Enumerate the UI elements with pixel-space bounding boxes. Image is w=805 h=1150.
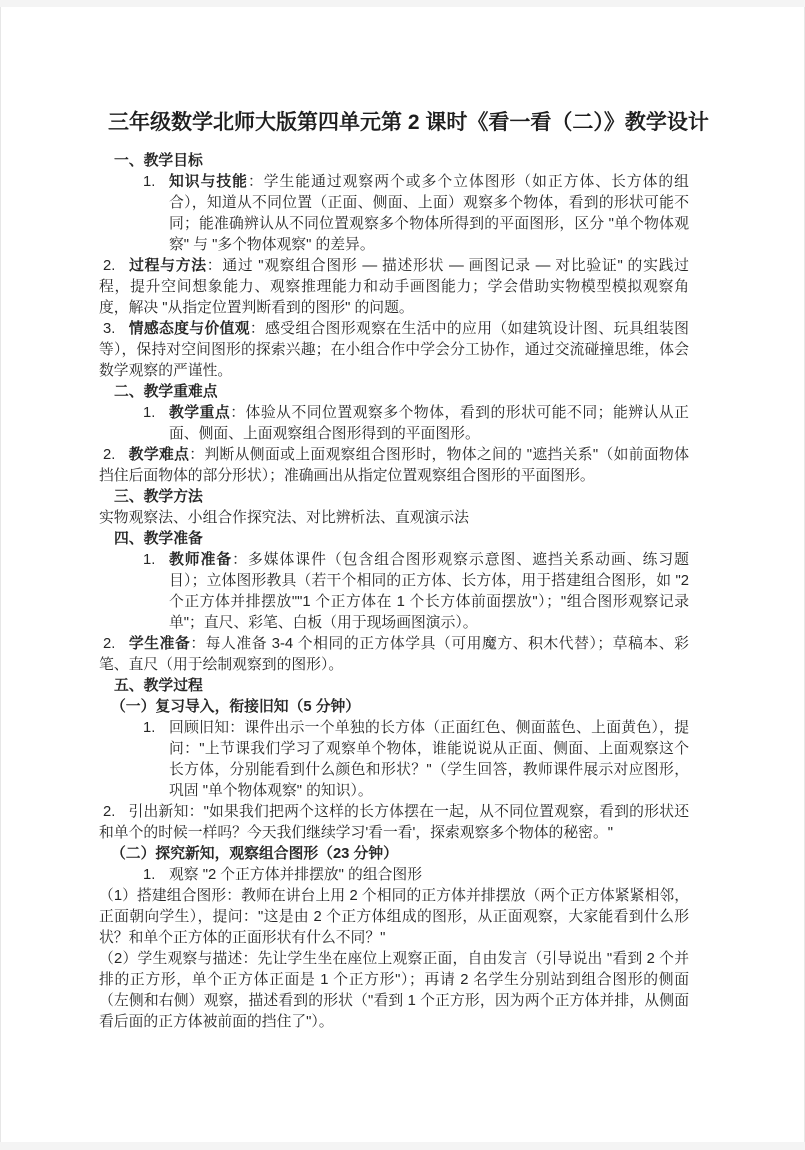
term-label: 教师准备 [169, 552, 233, 568]
list-number: 1. [143, 552, 156, 568]
document-page [0, 7, 805, 1142]
section-heading-process: 五、教学过程 [114, 678, 203, 694]
term-body: ：体验从不同位置观察多个物体，看到的形状可能不同；能辨认从正面、侧面、上面观察组合图形得到的平面图形。 [169, 405, 689, 442]
list-item-review-old [99, 718, 689, 802]
term-body: ：每人准备 3-4 个相同的正方体学具（可用魔方、积木代替）；草稿本、彩笔、直尺（用于绘制观察到的图形）。 [99, 636, 689, 673]
list-number: 1. [143, 405, 156, 421]
subsection-heading-explore: （二）探究新知，观察组合图形（23 分钟） [111, 846, 398, 862]
term-body: ：感受组合图形观察在生活中的应用（如建筑设计图、玩具组装图等），保持对空间图形的探索兴趣；在小组合作中学会分工协作，通过交流碰撞思维，体会数学观察的严谨性。 [99, 321, 689, 379]
list-item-emotion [99, 319, 689, 382]
list-number: 1. [143, 867, 156, 883]
list-number: 2. [103, 447, 116, 463]
term-label: 情感态度与价值观 [128, 321, 250, 337]
section-heading-methods: 三、教学方法 [114, 489, 203, 505]
paragraph-build-shape: （1）搭建组合图形：教师在讲台上用 2 个相同的正方体并排摆放（两个正方体紧紧相邻，正面朝向学生），提问："这是由 2 个正方体组成的图形，从正面观察，大家能看到什么形状？和单个正方体的正面形状有什么不同？" [99, 888, 689, 946]
list-number: 1. [143, 174, 156, 190]
list-text: 观察 "2 个正方体并排摆放" 的组合图形 [169, 867, 423, 883]
term-body: 引出新知："如果我们把两个这样的长方体摆在一起，从不同位置观察，看到的形状还和单个的时候一样吗？今天我们继续学习'看一看'，探索观察多个物体的秘密。" [99, 804, 689, 841]
list-number: 2. [103, 636, 116, 652]
term-body: ：通过 "观察组合图形 — 描述形状 — 画图记录 — 对比验证" 的实践过程，提升空间想象能力、观察推理能力和动手画图能力；学会借助实物模型模拟观察角度，解决 "从指定位置判断看到的图形" 的问题。 [99, 258, 689, 316]
list-number: 1. [143, 720, 156, 736]
list-text [169, 403, 689, 445]
subsection-heading-review: （一）复习导入，衔接旧知（5 分钟） [111, 699, 361, 715]
list-item-process [99, 256, 689, 319]
list-number: 2. [103, 258, 116, 274]
term-label: 教学难点 [128, 447, 190, 463]
term-body: ：判断从侧面或上面观察组合图形时，物体之间的 "遮挡关系"（如前面物体挡住后面物体的部分形状）；准确画出从指定位置观察组合图形的平面图形。 [99, 447, 689, 484]
list-text: 回顾旧知：课件出示一个单独的长方体（正面红色、侧面蓝色、上面黄色），提问："上节课我们学习了观察单个物体，谁能说说从正面、侧面、上面观察这个长方体，分别能看到什么颜色和形状？"（学生回答，教师课件展示对应图形，巩固 "单个物体观察" 的知识）。 [169, 720, 689, 799]
list-text [169, 172, 689, 256]
term-label: 知识与技能 [169, 174, 248, 190]
term-label: 过程与方法 [128, 258, 207, 274]
section-heading-goals: 一、教学目标 [114, 153, 203, 169]
list-item-new-knowledge [99, 802, 689, 844]
term-label: 教学重点 [169, 405, 231, 421]
list-item-difficulty [99, 445, 689, 487]
section-heading-key-points: 二、教学重难点 [114, 384, 218, 400]
list-text [169, 550, 689, 634]
list-item-key-point [99, 403, 689, 445]
term-body: ：多媒体课件（包含组合图形观察示意图、遮挡关系动画、练习题目）；立体图形教具（若干个相同的正方体、长方体，用于搭建组合图形，如 "2 个正方体并排摆放""1 个正方体在 1 个长方体前面摆放"）；"组合图形观察记录单"；直尺、彩笔、白板（用于现场画图演示）。 [169, 552, 689, 631]
list-number: 3. [103, 321, 116, 337]
doc-title [108, 108, 709, 138]
document-body [1, 7, 804, 1033]
list-item-teacher-prep [99, 550, 689, 634]
term-body: ：学生能通过观察两个或多个立体图形（如正方体、长方体的组合），知道从不同位置（正面、侧面、上面）观察多个物体，看到的形状可能不同；能准确辨认从不同位置观察多个物体所得到的平面图形，区分 "单个物体观察" 与 "多个物体观察" 的差异。 [169, 174, 689, 253]
section-heading-preparation: 四、教学准备 [114, 531, 203, 547]
methods-paragraph: 实物观察法、小组合作探究法、对比辨析法、直观演示法 [99, 510, 469, 526]
list-item-student-prep [99, 634, 689, 676]
list-item-knowledge [99, 172, 689, 256]
doc-title-text: 三年级数学北师大版第四单元第 2 课时《看一看（二）》教学设计 [108, 111, 709, 134]
list-item-observe [99, 865, 689, 886]
paragraph-student-describe: （2）学生观察与描述：先让学生坐在座位上观察正面，自由发言（引导说出 "看到 2 个并排的正方形，单个正方体正面是 1 个正方形"）；再请 2 名学生分别站到组合图形的侧面（左侧和右侧）观察，描述看到的形状（"看到 1 个正方形，因为两个正方体并排，从侧面看后面的正方体被前面的挡住了"）。 [99, 951, 689, 1030]
term-label: 学生准备 [128, 636, 191, 652]
list-number: 2. [103, 804, 116, 820]
